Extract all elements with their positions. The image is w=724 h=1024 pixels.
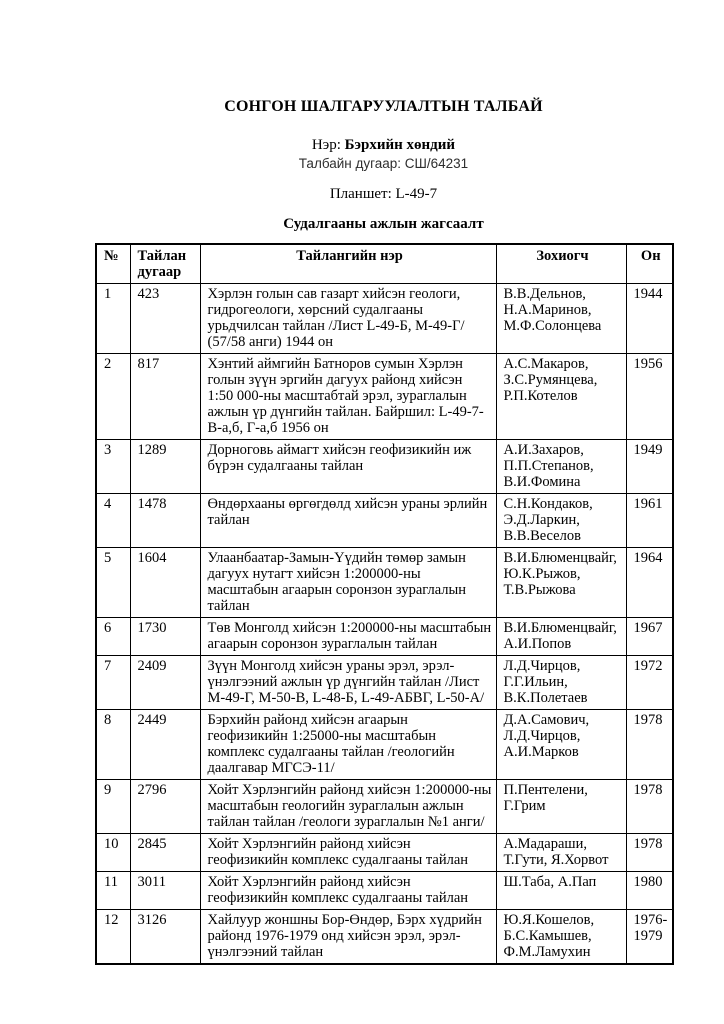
cell-report-number: 3011 (130, 872, 200, 910)
header-authors: Зохиогч (496, 244, 626, 284)
cell-year: 1961 (626, 494, 673, 548)
header-report-number: Тайлан дугаар (130, 244, 200, 284)
cell-row-number: 8 (96, 710, 130, 780)
cell-report-number: 1289 (130, 440, 200, 494)
cell-year: 1956 (626, 354, 673, 440)
cell-authors: А.И.Захаров, П.П.Степанов, В.И.Фомина (496, 440, 626, 494)
cell-authors: Л.Д.Чирцов, Г.Г.Ильин, В.К.Полетаев (496, 656, 626, 710)
page-title: СОНГОН ШАЛГАРУУЛАЛТЫН ТАЛБАЙ (224, 98, 543, 115)
table-row (96, 910, 673, 965)
cell-year: 1964 (626, 548, 673, 618)
header-no: № (96, 244, 130, 284)
table-row (96, 780, 673, 834)
cell-year: 1978 (626, 780, 673, 834)
cell-row-number: 4 (96, 494, 130, 548)
header-report-name: Тайлангийн нэр (200, 244, 496, 284)
cell-year: 1980 (626, 872, 673, 910)
cell-row-number: 9 (96, 780, 130, 834)
cell-year: 1976-1979 (626, 910, 673, 965)
cell-report-number: 1604 (130, 548, 200, 618)
cell-authors: В.И.Блюменцвайг, Ю.К.Рыжов, Т.В.Рыжова (496, 548, 626, 618)
table-row (96, 872, 673, 910)
cell-row-number: 2 (96, 354, 130, 440)
cell-report-name: Төв Монголд хийсэн 1:200000-ны масштабын агаарын соронзон зураглалын тайлан (200, 618, 496, 656)
cell-report-number: 817 (130, 354, 200, 440)
cell-report-number: 2845 (130, 834, 200, 872)
cell-row-number: 10 (96, 834, 130, 872)
name-value: Бэрхийн хөндий (344, 137, 456, 153)
area-number-line: Талбайн дугаар: СШ/64231 (298, 156, 469, 171)
table-row (96, 656, 673, 710)
cell-row-number: 11 (96, 872, 130, 910)
header-year: Он (626, 244, 673, 284)
cell-authors: Ю.Я.Кошелов, Б.С.Камышев, Ф.М.Ламухин (496, 910, 626, 965)
cell-report-number: 423 (130, 284, 200, 354)
cell-year: 1967 (626, 618, 673, 656)
cell-row-number: 3 (96, 440, 130, 494)
cell-report-name: Хойт Хэрлэнгийн районд хийсэн геофизикийн комплекс судалгааны тайлан (200, 834, 496, 872)
cell-report-number: 2449 (130, 710, 200, 780)
cell-authors: Д.А.Самович, Л.Д.Чирцов, А.И.Марков (496, 710, 626, 780)
cell-report-name: Хэрлэн голын сав газарт хийсэн геологи, гидрогеологи, хөрсний судалгааны урьдчилсан тайлан /Лист L-49-Б, М-49-Г/ (57/58 анги) 1944 он (200, 284, 496, 354)
cell-row-number: 5 (96, 548, 130, 618)
cell-authors: В.И.Блюменцвайг, А.И.Попов (496, 618, 626, 656)
cell-authors: Ш.Таба, А.Пап (496, 872, 626, 910)
cell-row-number: 7 (96, 656, 130, 710)
cell-report-name: Дорноговь аймагт хийсэн геофизикийн иж бүрэн судалгааны тайлан (200, 440, 496, 494)
cell-row-number: 1 (96, 284, 130, 354)
name-label: Нэр: (311, 137, 341, 153)
list-heading: Судалгааны ажлын жагсаалт (283, 216, 484, 232)
cell-year: 1978 (626, 710, 673, 780)
table-row (96, 834, 673, 872)
cell-row-number: 6 (96, 618, 130, 656)
table-row (96, 440, 673, 494)
table-row (96, 618, 673, 656)
cell-report-name: Өндөрхааны өргөгдөлд хийсэн ураны эрлийн тайлан (200, 494, 496, 548)
table-row (96, 710, 673, 780)
cell-year: 1972 (626, 656, 673, 710)
cell-authors: А.С.Макаров, З.С.Румянцева, Р.П.Котелов (496, 354, 626, 440)
cell-year: 1944 (626, 284, 673, 354)
cell-report-name: Улаанбаатар-Замын-Үүдийн төмөр замын дагуух нутагт хийсэн 1:200000-ны масштабын агаарын соронзон зураглалын тайлан (200, 548, 496, 618)
cell-report-number: 1730 (130, 618, 200, 656)
cell-report-name: Хойт Хэрлэнгийн районд хийсэн 1:200000-ны масштабын геологийн зураглалын ажлын тайлан тайлан /геологи зураглалын №1 анги/ (200, 780, 496, 834)
cell-authors: С.Н.Кондаков, Э.Д.Ларкин, В.В.Веселов (496, 494, 626, 548)
cell-report-name: Зүүн Монголд хийсэн ураны эрэл, эрэл-үнэлгээний ажлын үр дүнгийн тайлан /Лист М-49-Г, М-50-В, L-48-Б, L-49-АБВГ, L-50-А/ (200, 656, 496, 710)
cell-authors: П.Пентелени, Г.Грим (496, 780, 626, 834)
report-table (95, 243, 674, 965)
report-table-body (96, 284, 673, 965)
cell-year: 1949 (626, 440, 673, 494)
cell-report-name: Бэрхийн районд хийсэн агаарын геофизикийн 1:25000-ны масштабын комплекс судалгааны тайлан /геологийн даалгавар МГСЭ-11/ (200, 710, 496, 780)
table-row (96, 494, 673, 548)
cell-year: 1978 (626, 834, 673, 872)
cell-report-name: Хэнтий аймгийн Батноров сумын Хэрлэн голын зүүн эргийн дагуух районд хийсэн 1:50 000-ны масштабтай эрэл, зураглалын ажлын үр дүнгийн тайлан. Байршил: L-49-7-В-а,б, Г-а,б 1956 он (200, 354, 496, 440)
cell-report-number: 2409 (130, 656, 200, 710)
cell-row-number: 12 (96, 910, 130, 965)
cell-report-number: 3126 (130, 910, 200, 965)
table-row (96, 284, 673, 354)
cell-report-name: Хойт Хэрлэнгийн районд хийсэн геофизикийн комплекс судалгааны тайлан (200, 872, 496, 910)
table-row (96, 354, 673, 440)
cell-report-name: Хайлуур жоншны Бор-Өндөр, Бэрх хүдрийн районд 1976-1979 онд хийсэн эрэл, эрэл-үнэлгээний тайлан (200, 910, 496, 965)
table-row (96, 548, 673, 618)
document-page (95, 0, 672, 965)
cell-authors: А.Мадараши, Т.Гути, Я.Хорвот (496, 834, 626, 872)
name-line (95, 136, 672, 154)
cell-report-number: 2796 (130, 780, 200, 834)
cell-authors: В.В.Дельнов, Н.А.Маринов, М.Ф.Солонцева (496, 284, 626, 354)
tablet-line: Планшет: L-49-7 (329, 186, 438, 202)
cell-report-number: 1478 (130, 494, 200, 548)
table-header-row (96, 244, 673, 284)
